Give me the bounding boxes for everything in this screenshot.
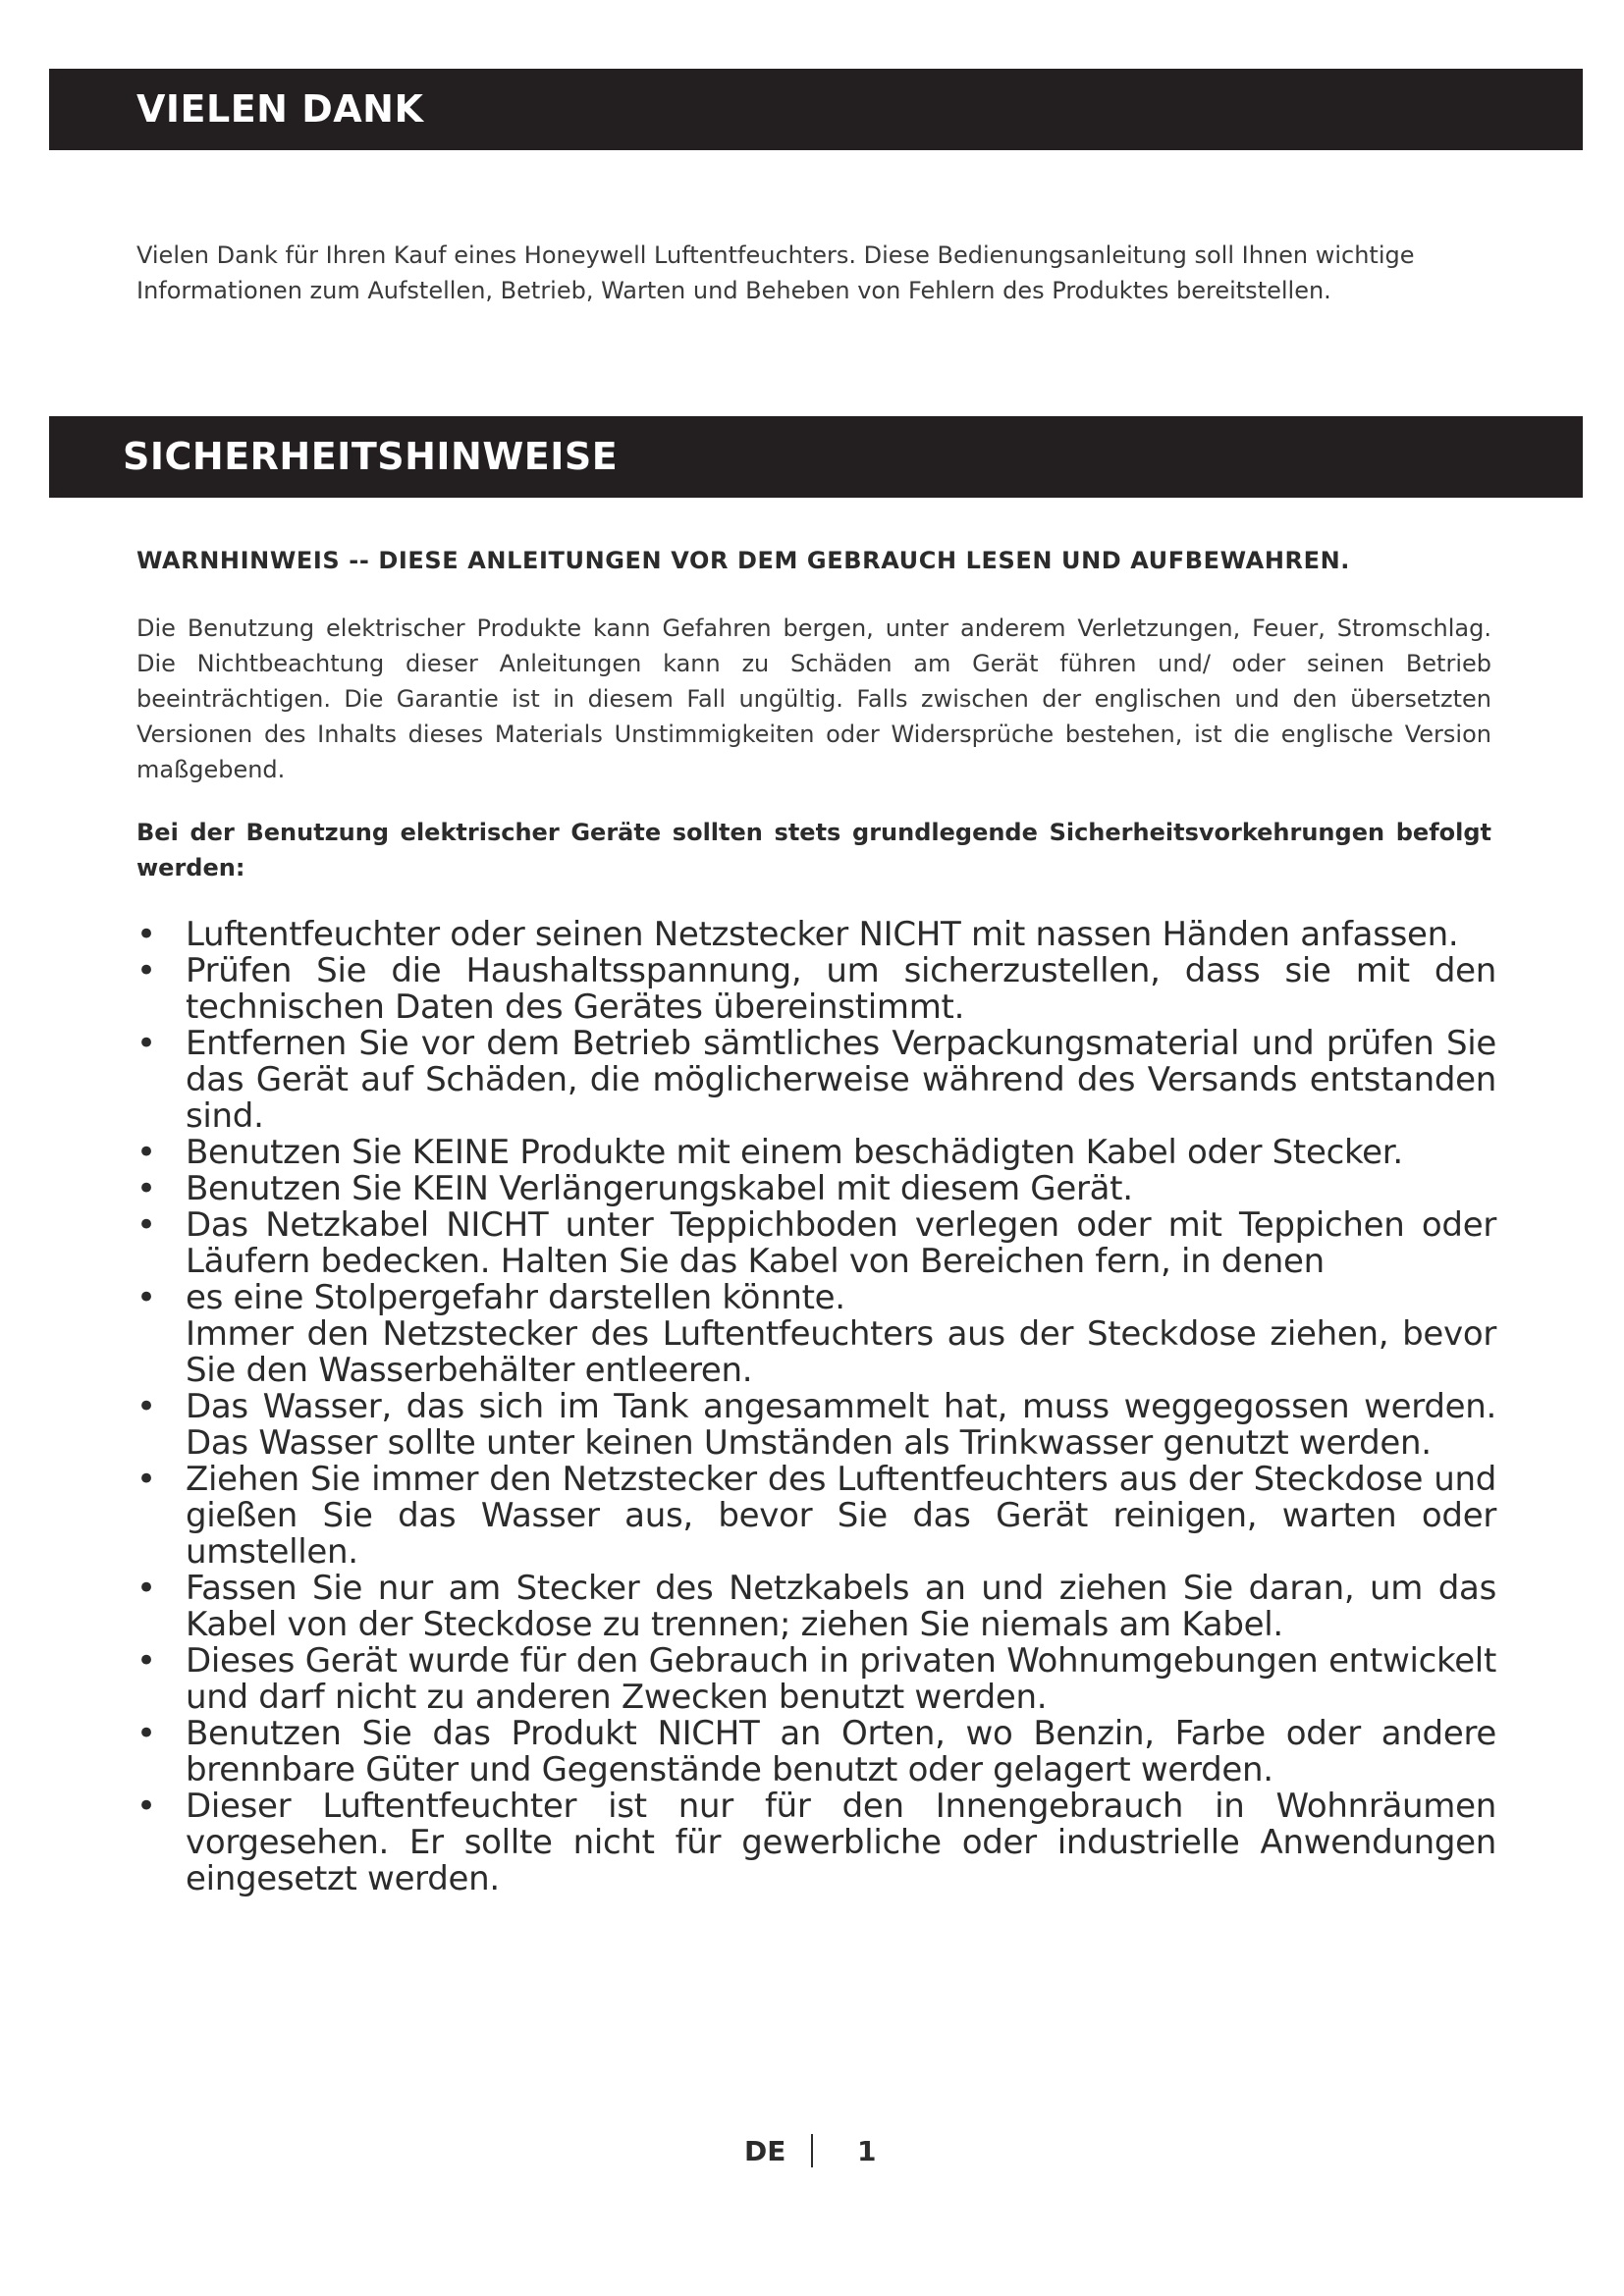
bullet-text: Benutzen Sie KEIN Verlängerungskabel mit diesem Gerät. bbox=[186, 1169, 1133, 1208]
bullet-icon: • bbox=[136, 1569, 156, 1608]
bullet-icon: • bbox=[136, 1714, 156, 1753]
intro-paragraph: Vielen Dank für Ihren Kauf eines Honeywell Luftentfeuchters. Diese Bedienungsanleitung soll Ihnen wichtige Informationen zum Aufstellen, Betrieb, Warten und Beheben von Fehlern des Produktes bereitstellen. bbox=[136, 241, 1415, 304]
bullet-icon: • bbox=[136, 1024, 156, 1063]
list-item bbox=[136, 1571, 1496, 1643]
safety-bullet-list bbox=[136, 917, 1496, 1897]
list-item bbox=[136, 917, 1496, 953]
basic-precautions-paragraph: Bei der Benutzung elektrischer Geräte sollten stets grundlegende Sicherheitsvorkehrungen befolgt werden: bbox=[136, 819, 1491, 881]
bullet-text: Fassen Sie nur am Stecker des Netzkabels an und ziehen Sie daran, um das Kabel von der Steckdose zu trennen; ziehen Sie niemals am Kabel. bbox=[186, 1569, 1496, 1644]
list-item bbox=[136, 1026, 1496, 1135]
bullet-icon: • bbox=[136, 1133, 156, 1172]
bullet-icon: • bbox=[136, 951, 156, 990]
list-item bbox=[136, 1207, 1496, 1280]
list-item bbox=[136, 1789, 1496, 1897]
bullet-text: Entfernen Sie vor dem Betrieb sämtliches Verpackungsmaterial und prüfen Sie das Gerät auf Schäden, die möglicherweise während des Versands entstanden sind. bbox=[186, 1024, 1496, 1136]
bullet-icon: • bbox=[136, 1278, 156, 1317]
page-footer bbox=[0, 2132, 1624, 2171]
section-header-safety bbox=[49, 416, 1583, 498]
bullet-icon: • bbox=[136, 1387, 156, 1426]
list-item bbox=[136, 1171, 1496, 1207]
bullet-icon: • bbox=[136, 1169, 156, 1208]
list-item bbox=[136, 1389, 1496, 1462]
bullet-text: Ziehen Sie immer den Netzstecker des Luftentfeuchters aus der Steckdose und gießen Sie das Wasser aus, bevor Sie das Gerät reinigen, warten oder umstellen. bbox=[186, 1460, 1496, 1572]
bullet-text: Prüfen Sie die Haushaltsspannung, um sicherzustellen, dass sie mit den technischen Daten des Gerätes übereinstimmt. bbox=[186, 951, 1496, 1027]
bullet-icon: • bbox=[136, 915, 156, 954]
bullet-text: Luftentfeuchter oder seinen Netzstecker NICHT mit nassen Händen anfassen. bbox=[186, 915, 1459, 954]
page-number: 1 bbox=[857, 2135, 877, 2167]
bullet-icon: • bbox=[136, 1460, 156, 1499]
bullet-icon: • bbox=[136, 1641, 156, 1681]
list-item bbox=[136, 953, 1496, 1026]
bullet-icon: • bbox=[136, 1787, 156, 1826]
bullet-text: Benutzen Sie KEINE Produkte mit einem beschädigten Kabel oder Stecker. bbox=[186, 1133, 1403, 1172]
section-title-thanks: VIELEN DANK bbox=[136, 87, 424, 131]
list-item bbox=[136, 1716, 1496, 1789]
bullet-text: Benutzen Sie das Produkt NICHT an Orten, wo Benzin, Farbe oder andere brennbare Güter und Gegenstände benutzt oder gelagert werden. bbox=[186, 1714, 1496, 1789]
footer-language: DE bbox=[744, 2135, 786, 2167]
bullet-icon: • bbox=[136, 1205, 156, 1245]
bullet-text: Das Wasser, das sich im Tank angesammelt hat, muss weggegossen werden. Das Wasser sollte unter keinen Umständen als Trinkwasser genutzt werden. bbox=[186, 1387, 1496, 1463]
warning-heading: WARNHINWEIS -- DIESE ANLEITUNGEN VOR DEM GEBRAUCH LESEN UND AUFBEWAHREN. bbox=[136, 547, 1350, 574]
bullet-text: Dieses Gerät wurde für den Gebrauch in privaten Wohnumgebungen entwickelt und darf nicht zu anderen Zwecken benutzt werden. bbox=[186, 1641, 1496, 1717]
warning-paragraph: Die Benutzung elektrischer Produkte kann Gefahren bergen, unter anderem Verletzungen, Feuer, Stromschlag. Die Nichtbeachtung dieser Anleitungen kann zu Schäden am Gerät führen und/ oder seinen Betrieb beeinträchtigen. Die Garantie ist in diesem Fall ungültig. Falls zwischen der englischen und den übersetzten Versionen des Inhalts dieses Materials Unstimmigkeiten oder Widersprüche bestehen, ist die englische Version maßgebend. bbox=[136, 614, 1491, 783]
list-item bbox=[136, 1643, 1496, 1716]
list-item bbox=[136, 1135, 1496, 1171]
footer-divider bbox=[811, 2134, 813, 2167]
bullet-text: Das Netzkabel NICHT unter Teppichboden verlegen oder mit Teppichen oder Läufern bedecken. Halten Sie das Kabel von Bereichen fern, in denen bbox=[186, 1205, 1496, 1281]
bullet-continuation-text: Immer den Netzstecker des Luftentfeuchters aus der Steckdose ziehen, bevor Sie den Wasserbehälter entleeren. bbox=[186, 1314, 1496, 1390]
bullet-text: Dieser Luftentfeuchter ist nur für den Innengebrauch in Wohnräumen vorgesehen. Er sollte nicht für gewerbliche oder industrielle Anwendungen eingesetzt werden. bbox=[186, 1787, 1496, 1898]
section-title-safety: SICHERHEITSHINWEISE bbox=[123, 435, 619, 478]
list-item bbox=[136, 1280, 1496, 1389]
bullet-text: es eine Stolpergefahr darstellen könnte. bbox=[186, 1278, 845, 1317]
list-item bbox=[136, 1462, 1496, 1571]
section-header-thanks bbox=[49, 69, 1583, 150]
